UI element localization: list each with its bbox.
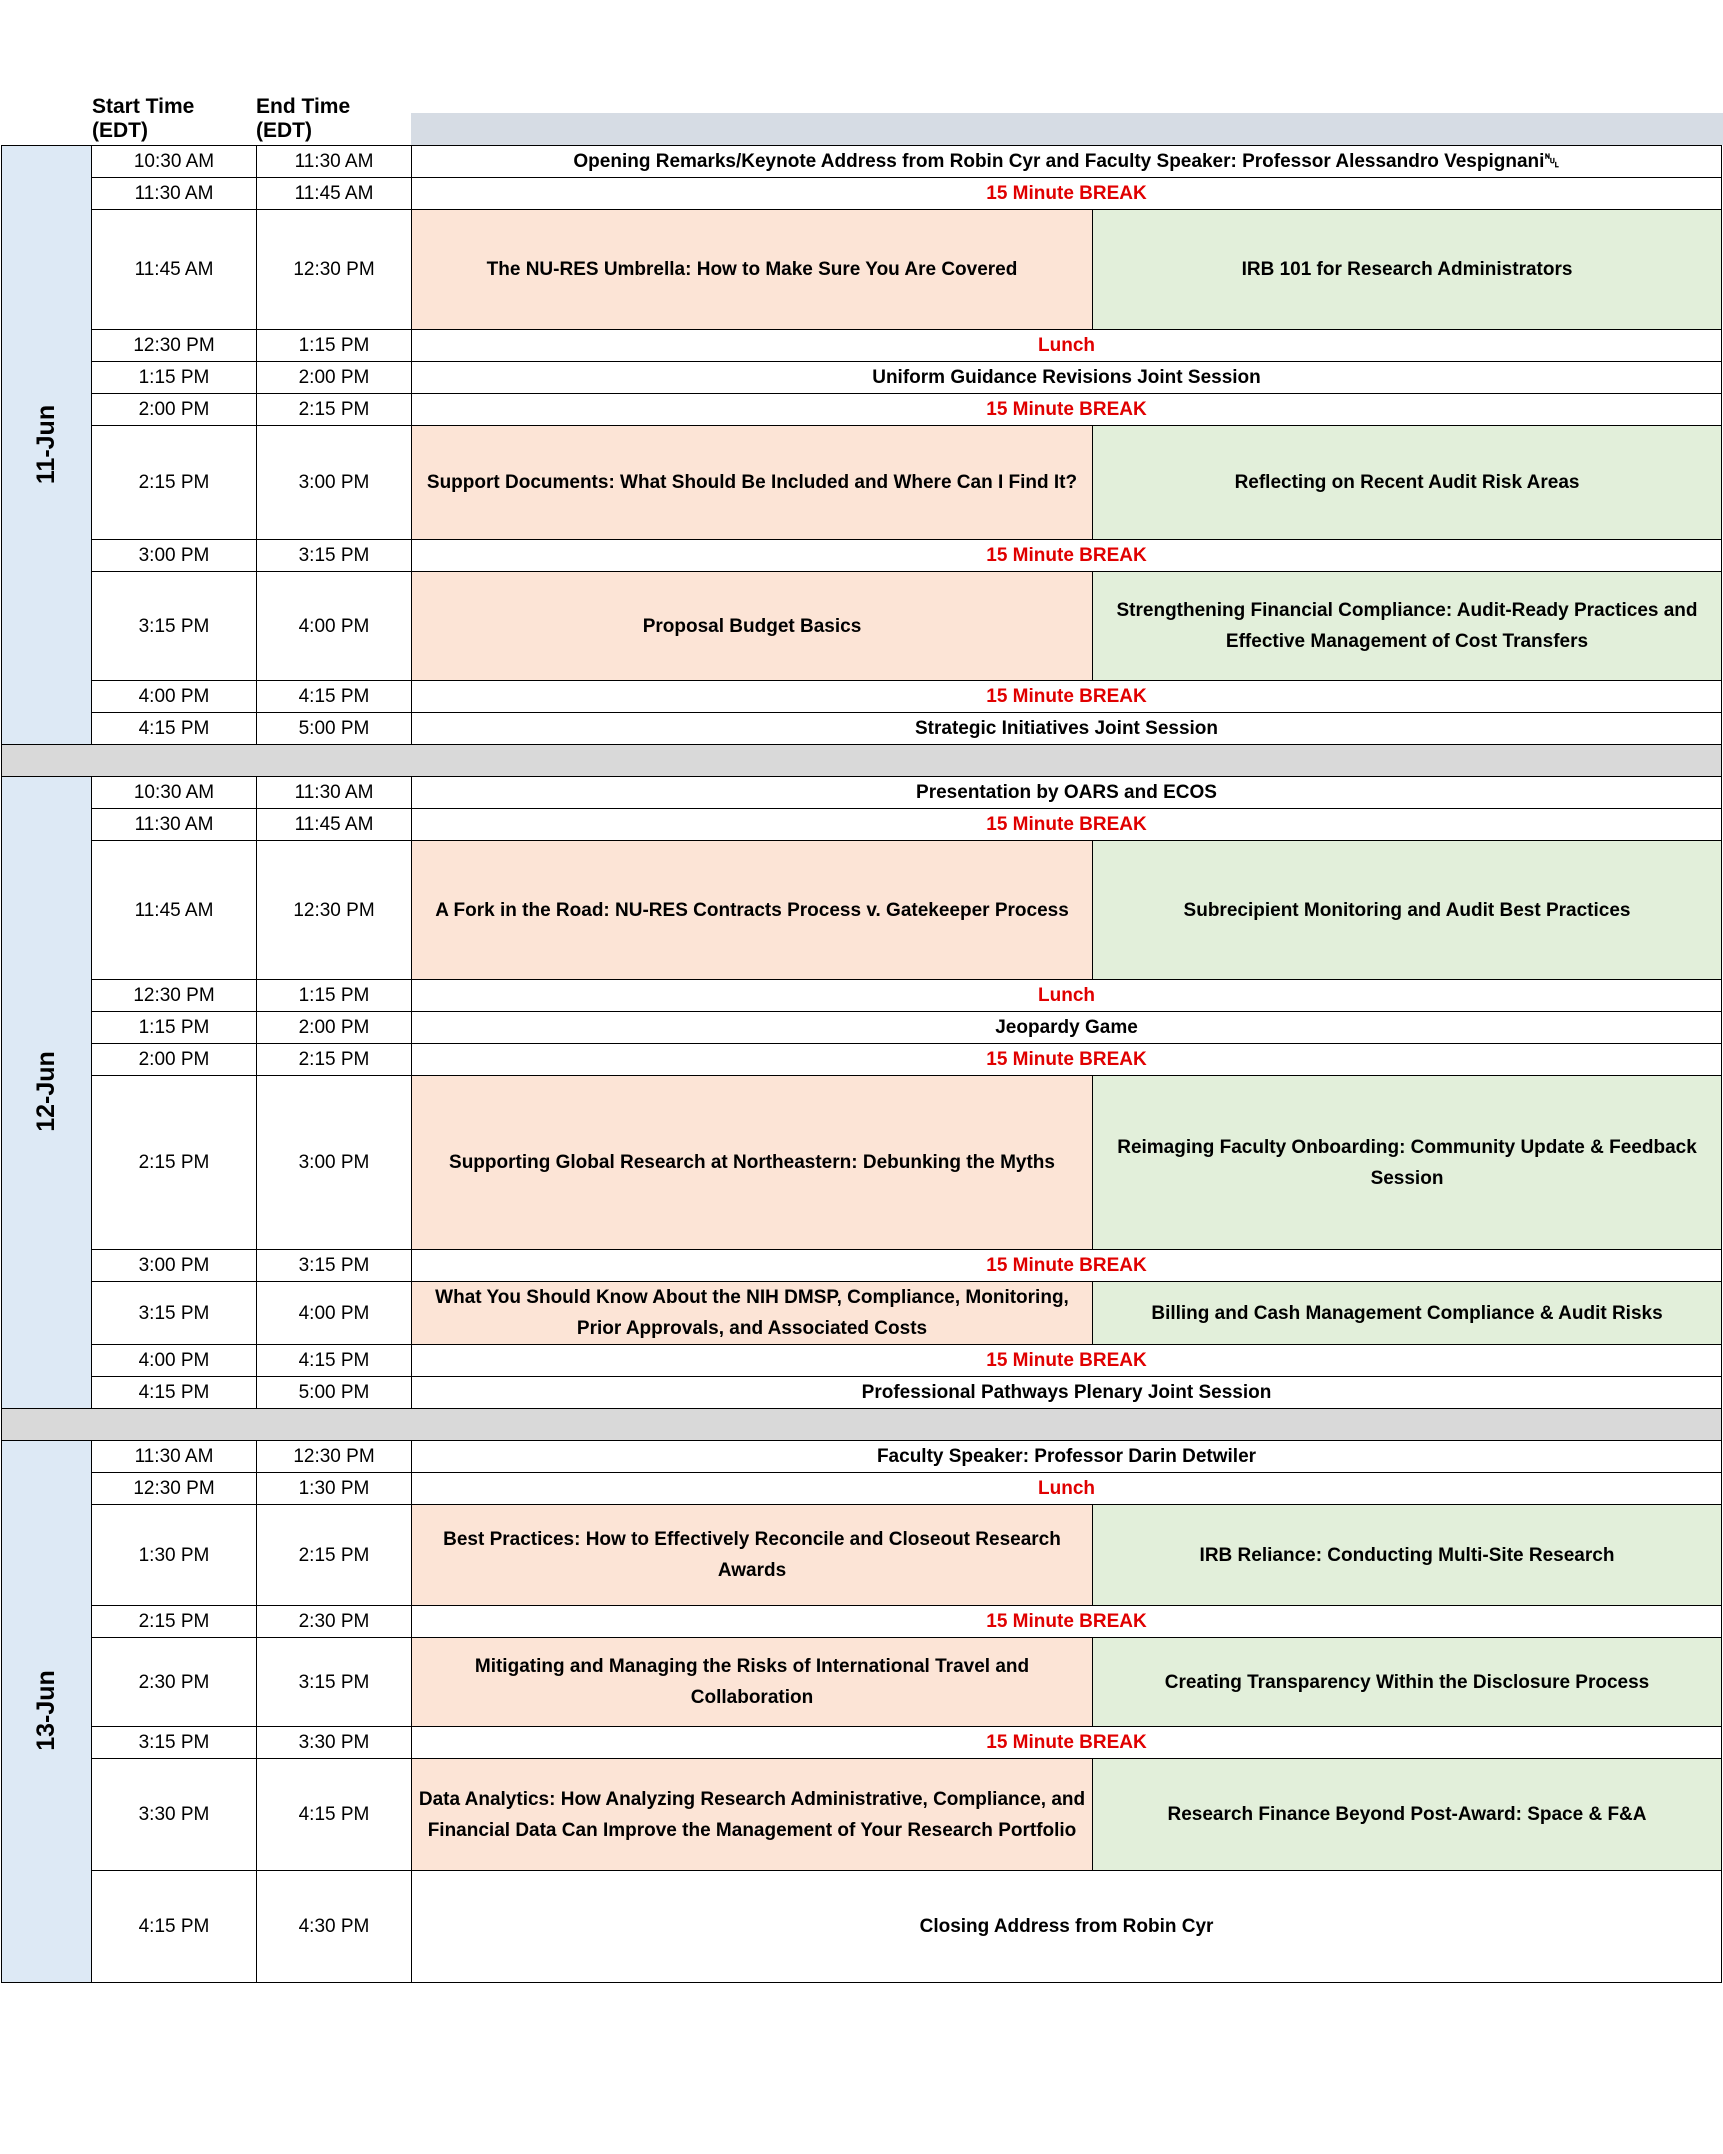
end-time: 2:15 PM <box>257 394 412 426</box>
end-time: 3:15 PM <box>257 1638 412 1727</box>
end-time: 4:00 PM <box>257 572 412 681</box>
session-track-a: What You Should Know About the NIH DMSP, Compliance, Monitoring, Prior Approvals, and Associated Costs <box>412 1282 1093 1345</box>
break-label: Lunch <box>412 330 1722 362</box>
start-time: 10:30 AM <box>92 777 257 809</box>
schedule-row <box>2 362 1722 394</box>
end-time: 3:15 PM <box>257 540 412 572</box>
joint-session: Presentation by OARS and ECOS <box>412 777 1722 809</box>
end-time: 1:15 PM <box>257 330 412 362</box>
schedule-row <box>2 1282 1722 1345</box>
session-track-a: Support Documents: What Should Be Included and Where Can I Find It? <box>412 426 1093 540</box>
day-label-cell <box>2 1441 92 1983</box>
start-time: 3:00 PM <box>92 1250 257 1282</box>
start-time: 2:15 PM <box>92 1606 257 1638</box>
schedule-row <box>2 980 1722 1012</box>
end-time: 1:15 PM <box>257 980 412 1012</box>
session-track-b: IRB Reliance: Conducting Multi-Site Research <box>1093 1505 1722 1606</box>
session-track-b: Subrecipient Monitoring and Audit Best Practices <box>1093 841 1722 980</box>
start-time: 11:45 AM <box>92 841 257 980</box>
break-label: 15 Minute BREAK <box>412 1606 1722 1638</box>
start-time: 2:00 PM <box>92 1044 257 1076</box>
start-time: 12:30 PM <box>92 1473 257 1505</box>
day-label: 13-Jun <box>32 1670 60 1751</box>
break-label: 15 Minute BREAK <box>412 809 1722 841</box>
schedule-table <box>1 145 1722 1983</box>
start-time-header: Start Time (EDT) <box>92 95 195 142</box>
schedule-row <box>2 1076 1722 1250</box>
end-time: 11:45 AM <box>257 809 412 841</box>
session-track-b: Strengthening Financial Compliance: Audit-Ready Practices and Effective Management of Cost Transfers <box>1093 572 1722 681</box>
break-label: 15 Minute BREAK <box>412 1044 1722 1076</box>
schedule-row <box>2 1441 1722 1473</box>
start-time: 1:30 PM <box>92 1505 257 1606</box>
session-track-a: Supporting Global Research at Northeastern: Debunking the Myths <box>412 1076 1093 1250</box>
start-time: 2:00 PM <box>92 394 257 426</box>
break-label: 15 Minute BREAK <box>412 1727 1722 1759</box>
end-time: 4:00 PM <box>257 1282 412 1345</box>
end-time: 11:45 AM <box>257 178 412 210</box>
session-track-a: Mitigating and Managing the Risks of International Travel and Collaboration <box>412 1638 1093 1727</box>
end-time: 1:30 PM <box>257 1473 412 1505</box>
schedule-row <box>2 1250 1722 1282</box>
schedule-row <box>2 809 1722 841</box>
joint-session: Faculty Speaker: Professor Darin Detwiler <box>412 1441 1722 1473</box>
end-time: 5:00 PM <box>257 1377 412 1409</box>
start-time: 1:15 PM <box>92 1012 257 1044</box>
end-time: 2:15 PM <box>257 1505 412 1606</box>
break-label: Lunch <box>412 1473 1722 1505</box>
day-label-cell <box>2 146 92 745</box>
start-time: 2:30 PM <box>92 1638 257 1727</box>
end-time: 11:30 AM <box>257 777 412 809</box>
start-time: 4:00 PM <box>92 681 257 713</box>
end-time: 2:30 PM <box>257 1606 412 1638</box>
schedule-row <box>2 1044 1722 1076</box>
end-time: 3:30 PM <box>257 1727 412 1759</box>
separator-cell <box>2 1409 1722 1441</box>
joint-session: Opening Remarks/Keynote Address from Robin Cyr and Faculty Speaker: Professor Alessandro Vespignani␀ <box>412 146 1722 178</box>
session-track-a: Proposal Budget Basics <box>412 572 1093 681</box>
end-time: 11:30 AM <box>257 146 412 178</box>
end-time: 12:30 PM <box>257 210 412 330</box>
end-time: 3:15 PM <box>257 1250 412 1282</box>
schedule-row <box>2 841 1722 980</box>
day-separator <box>2 1409 1722 1441</box>
schedule-row <box>2 713 1722 745</box>
schedule-row <box>2 210 1722 330</box>
break-label: 15 Minute BREAK <box>412 681 1722 713</box>
schedule-row <box>2 1505 1722 1606</box>
day-label-cell <box>2 777 92 1409</box>
header-bar <box>411 113 1723 145</box>
schedule-row <box>2 426 1722 540</box>
end-time: 3:00 PM <box>257 426 412 540</box>
schedule-row <box>2 1638 1722 1727</box>
end-time: 12:30 PM <box>257 1441 412 1473</box>
end-time-header: End Time (EDT) <box>256 95 351 142</box>
schedule-row <box>2 572 1722 681</box>
start-time: 4:15 PM <box>92 1377 257 1409</box>
start-time: 2:15 PM <box>92 1076 257 1250</box>
schedule-row <box>2 1377 1722 1409</box>
session-track-b: IRB 101 for Research Administrators <box>1093 210 1722 330</box>
start-time: 3:15 PM <box>92 572 257 681</box>
end-time: 3:00 PM <box>257 1076 412 1250</box>
end-time: 4:15 PM <box>257 1345 412 1377</box>
start-time: 11:45 AM <box>92 210 257 330</box>
start-time: 11:30 AM <box>92 809 257 841</box>
joint-session: Strategic Initiatives Joint Session <box>412 713 1722 745</box>
schedule-row <box>2 1759 1722 1871</box>
end-time: 12:30 PM <box>257 841 412 980</box>
start-time: 3:15 PM <box>92 1727 257 1759</box>
start-time: 4:15 PM <box>92 713 257 745</box>
session-track-b: Reflecting on Recent Audit Risk Areas <box>1093 426 1722 540</box>
end-time: 2:15 PM <box>257 1044 412 1076</box>
end-time: 4:15 PM <box>257 681 412 713</box>
end-time: 2:00 PM <box>257 1012 412 1044</box>
schedule-row <box>2 1345 1722 1377</box>
session-track-b: Creating Transparency Within the Disclosure Process <box>1093 1638 1722 1727</box>
end-time: 4:30 PM <box>257 1871 412 1983</box>
end-time: 5:00 PM <box>257 713 412 745</box>
separator-cell <box>2 745 1722 777</box>
start-time: 4:00 PM <box>92 1345 257 1377</box>
start-time: 1:15 PM <box>92 362 257 394</box>
break-label: 15 Minute BREAK <box>412 1345 1722 1377</box>
schedule-row <box>2 1727 1722 1759</box>
start-time: 11:30 AM <box>92 178 257 210</box>
start-time: 4:15 PM <box>92 1871 257 1983</box>
schedule-row <box>2 1606 1722 1638</box>
schedule-row <box>2 681 1722 713</box>
end-time: 4:15 PM <box>257 1759 412 1871</box>
schedule-row <box>2 394 1722 426</box>
day-label: 12-Jun <box>32 1051 60 1132</box>
schedule-row <box>2 330 1722 362</box>
start-time: 10:30 AM <box>92 146 257 178</box>
start-time: 3:15 PM <box>92 1282 257 1345</box>
schedule-row <box>2 146 1722 178</box>
schedule-row <box>2 1871 1722 1983</box>
start-time: 11:30 AM <box>92 1441 257 1473</box>
start-time: 3:00 PM <box>92 540 257 572</box>
session-track-b: Reimaging Faculty Onboarding: Community Update & Feedback Session <box>1093 1076 1722 1250</box>
break-label: 15 Minute BREAK <box>412 178 1722 210</box>
joint-session: Closing Address from Robin Cyr <box>412 1871 1722 1983</box>
schedule-row <box>2 777 1722 809</box>
start-time: 3:30 PM <box>92 1759 257 1871</box>
start-time: 12:30 PM <box>92 980 257 1012</box>
start-time: 2:15 PM <box>92 426 257 540</box>
session-track-a: A Fork in the Road: NU-RES Contracts Process v. Gatekeeper Process <box>412 841 1093 980</box>
schedule-row <box>2 1473 1722 1505</box>
session-track-a: The NU-RES Umbrella: How to Make Sure You Are Covered <box>412 210 1093 330</box>
end-time: 2:00 PM <box>257 362 412 394</box>
joint-session: Professional Pathways Plenary Joint Session <box>412 1377 1722 1409</box>
session-track-a: Best Practices: How to Effectively Reconcile and Closeout Research Awards <box>412 1505 1093 1606</box>
schedule-header <box>0 93 1723 145</box>
break-label: 15 Minute BREAK <box>412 394 1722 426</box>
schedule-row <box>2 178 1722 210</box>
joint-session: Jeopardy Game <box>412 1012 1722 1044</box>
session-track-a: Data Analytics: How Analyzing Research Administrative, Compliance, and Financial Data Can Improve the Management of Your Research Portfolio <box>412 1759 1093 1871</box>
day-label: 11-Jun <box>31 404 60 484</box>
joint-session: Uniform Guidance Revisions Joint Session <box>412 362 1722 394</box>
day-separator <box>2 745 1722 777</box>
schedule-row <box>2 540 1722 572</box>
schedule-row <box>2 1012 1722 1044</box>
session-track-b: Research Finance Beyond Post-Award: Space & F&A <box>1093 1759 1722 1871</box>
start-time: 12:30 PM <box>92 330 257 362</box>
session-track-b: Billing and Cash Management Compliance & Audit Risks <box>1093 1282 1722 1345</box>
break-label: 15 Minute BREAK <box>412 540 1722 572</box>
break-label: Lunch <box>412 980 1722 1012</box>
break-label: 15 Minute BREAK <box>412 1250 1722 1282</box>
